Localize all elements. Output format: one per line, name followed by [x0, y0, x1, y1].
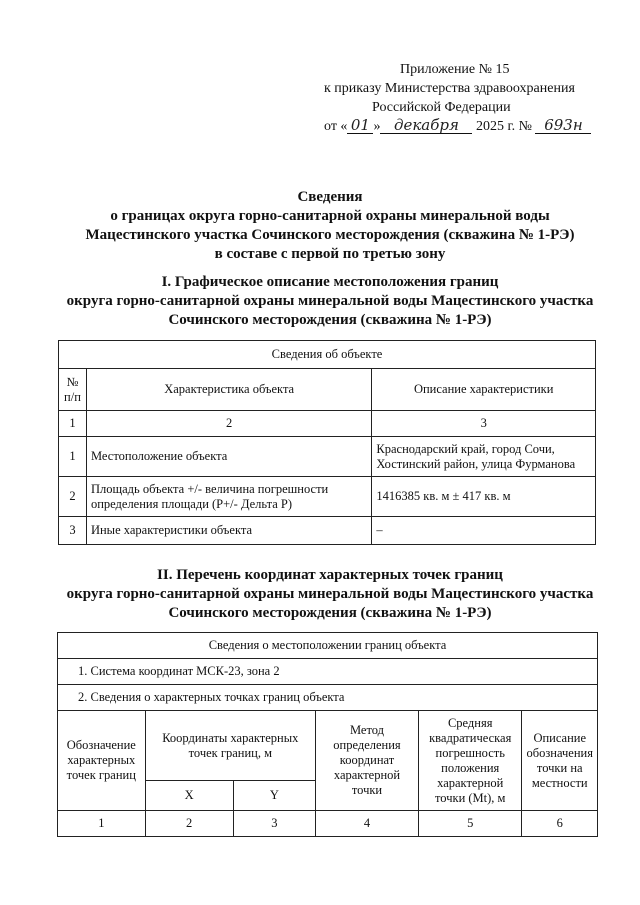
row-description: – [372, 517, 596, 545]
header-coordinates: Координаты характерных точек границ, м [145, 711, 315, 781]
header-y: Y [233, 781, 315, 811]
section-2-line-2: округа горно-санитарной охраны минеральной воды Мацестинского участка [66, 586, 594, 602]
appendix-header [300, 60, 600, 136]
order-month: декабря [380, 117, 472, 134]
table1-header-description: Описание характеристики [372, 369, 596, 411]
section-1-line-2: округа горно-санитарной охраны минеральной воды Мацестинского участка [66, 293, 594, 309]
order-year: 2025 г. № [475, 119, 532, 134]
header-error: Средняя квадратическая погрешность положения характерной точки (Mt), м [418, 711, 522, 811]
table1-col-number-1: 1 [59, 411, 87, 437]
table2-col-number-5: 5 [418, 811, 522, 837]
row-characteristic: Иные характеристики объекта [86, 517, 371, 545]
section-2-line-3: Сочинского месторождения (скважина № 1-РЭ) [168, 605, 492, 621]
section-1-heading [40, 273, 620, 330]
table2-col-number-4: 4 [316, 811, 419, 837]
table2-col-number-3: 3 [233, 811, 315, 837]
title-line-4: в составе с первой по третью зону [214, 246, 446, 262]
table2-col-number-6: 6 [522, 811, 598, 837]
table2-caption: Сведения о местоположении границ объекта [58, 633, 598, 659]
table1-caption: Сведения об объекте [59, 341, 596, 369]
appendix-number: Приложение № 15 [400, 62, 510, 77]
object-info-table [58, 340, 596, 545]
title-line-1: Сведения [297, 189, 363, 205]
document-title [40, 188, 620, 264]
boundary-points-table [57, 632, 598, 837]
date-mid: » [373, 119, 381, 134]
header-x: X [145, 781, 233, 811]
coordinate-system-row: 1. Система координат МСК-23, зона 2 [58, 659, 598, 685]
row-description: 1416385 кв. м ± 417 кв. м [372, 477, 596, 517]
section-1-line-3: Сочинского месторождения (скважина № 1-РЭ) [168, 312, 492, 328]
order-day: 01 [347, 117, 373, 134]
header-method: Метод определения координат характерной точки [316, 711, 419, 811]
header-description: Описание обозначения точки на местности [522, 711, 598, 811]
appendix-order: к приказу Министерства здравоохранения [324, 81, 575, 96]
row-number: 2 [59, 477, 87, 517]
row-number: 1 [59, 437, 87, 477]
header-designation: Обозначение характерных точек границ [58, 711, 146, 811]
table1-header-number: № п/п [59, 369, 87, 411]
order-number: 693н [535, 117, 591, 134]
section-1-line-1: I. Графическое описание местоположения границ [161, 274, 499, 290]
section-2-line-1: II. Перечень координат характерных точек границ [157, 567, 503, 583]
section-2-heading [40, 566, 620, 623]
table2-col-number-2: 2 [145, 811, 233, 837]
row-number: 3 [59, 517, 87, 545]
table1-col-number-2: 2 [86, 411, 371, 437]
table-row [59, 437, 596, 477]
row-description: Краснодарский край, город Сочи, Хостинский район, улица Фурманова [372, 437, 596, 477]
row-characteristic: Площадь объекта +/- величина погрешности определения площади (Р+/- Дельта Р) [86, 477, 371, 517]
title-line-3: Мацестинского участка Сочинского месторождения (скважина № 1-РЭ) [85, 227, 575, 243]
table2-col-number-1: 1 [58, 811, 146, 837]
table-row [59, 477, 596, 517]
table-row [59, 517, 596, 545]
appendix-date-line [300, 117, 600, 136]
table1-col-number-3: 3 [372, 411, 596, 437]
title-line-2: о границах округа горно-санитарной охраны минеральной воды [110, 208, 550, 224]
date-prefix: от « [324, 119, 348, 134]
appendix-federation: Российской Федерации [372, 100, 511, 115]
row-characteristic: Местоположение объекта [86, 437, 371, 477]
table1-header-characteristic: Характеристика объекта [86, 369, 371, 411]
boundary-points-row: 2. Сведения о характерных точках границ объекта [58, 685, 598, 711]
